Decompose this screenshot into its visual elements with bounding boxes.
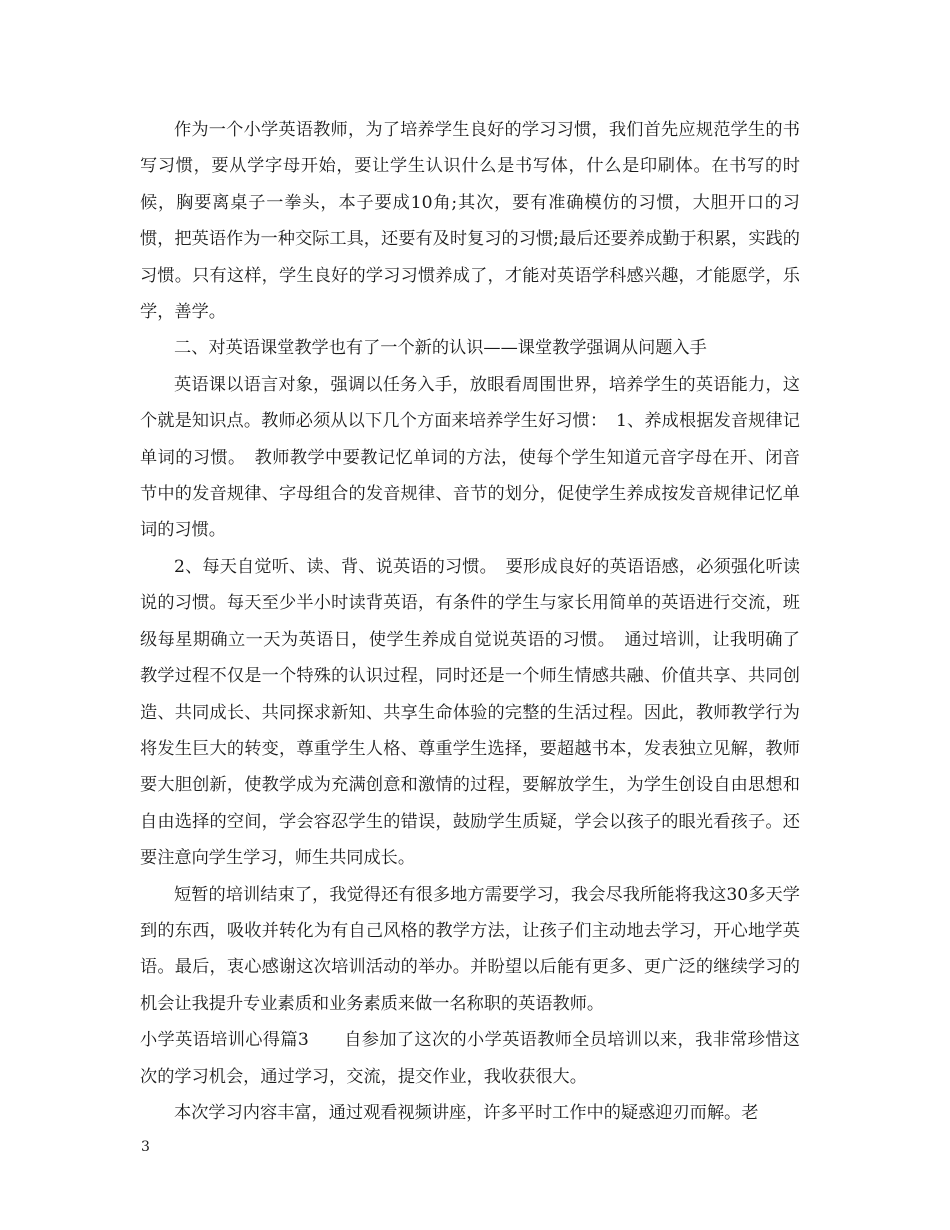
page-number: 3 [141,1139,150,1155]
paragraph-training-end: 短暂的培训结束了，我觉得还有很多地方需要学习，我会尽我所能将我这30多天学到的东西，吸收并转化为有自己风格的教学方法，让孩子们主动地去学习，开心地学英语。最后，衷心感谢这次培训活动的举办。并盼望以后能有更多、更广泛的继续学习的机会让我提升专业素质和业务素质来做一名称职的英语教师。 [140,884,800,1014]
paragraph-writing-habits: 作为一个小学英语教师，为了培养学生良好的学习习惯，我们首先应规范学生的书写习惯，要从学字母开始，要让学生认识什么是书写体，什么是印刷体。在书写的时候，胸要离桌子一拳头，本子要成10角;其次，要有准确模仿的习惯，大胆开口的习惯，把英语作为一种交际工具，还要有及时复习的习惯;最后还要养成勤于积累，实践的习惯。只有这样，学生良好的学习习惯养成了，才能对英语学科感兴趣，才能愿学，乐学，善学。 [140,120,800,323]
paragraph-english-class: 英语课以语言对象，强调以任务入手，放眼看周围世界，培养学生的英语能力，这个就是知识点。教师必须从以下几个方面来培养学生好习惯： 1、养成根据发音规律记单词的习惯。 教师教学中要教记忆单词的方法，使每个学生知道元音字母在开、闭音节中的发音规律、字母组合的发音规律、音节的划分，促使学生养成按发音规律记忆单词的习惯。 [140,374,800,541]
paragraph-study-content: 本次学习内容丰富，通过观看视频讲座，许多平时工作中的疑惑迎刃而解。老 [174,1102,759,1123]
section-heading-two: 二、对英语课堂教学也有了一个新的认识——课堂教学强调从问题入手 [174,338,707,359]
paragraph-part-three-title: 小学英语培训心得篇3 自参加了这次的小学英语教师全员培训以来，我非常珍惜这次的学习机会，通过学习，交流，提交作业，我收获很大。 [140,1030,800,1087]
document-body [140,112,800,1131]
paragraph-daily-habits: 2、每天自觉听、读、背、说英语的习惯。 要形成良好的英语语感，必须强化听读说的习惯。每天至少半小时读背英语，有条件的学生与家长用简单的英语进行交流，班级每星期确立一天为英语日，使学生养成自觉说英语的习惯。 通过培训，让我明确了教学过程不仅是一个特殊的认识过程，同时还是一个师生情感共融、价值共享、共同创造、共同成长、共同探求新知、共享生命体验的完整的生活过程。因此，教师教学行为将发生巨大的转变，尊重学生人格、尊重学生选择，要超越书本，发表独立见解，教师要大胆创新，使教学成为充满创意和激情的过程，要解放学生，为学生创设自由思想和自由选择的空间，学会容忍学生的错误，鼓励学生质疑，学会以孩子的眼光看孩子。还要注意向学生学习，师生共同成长。 [140,556,800,869]
